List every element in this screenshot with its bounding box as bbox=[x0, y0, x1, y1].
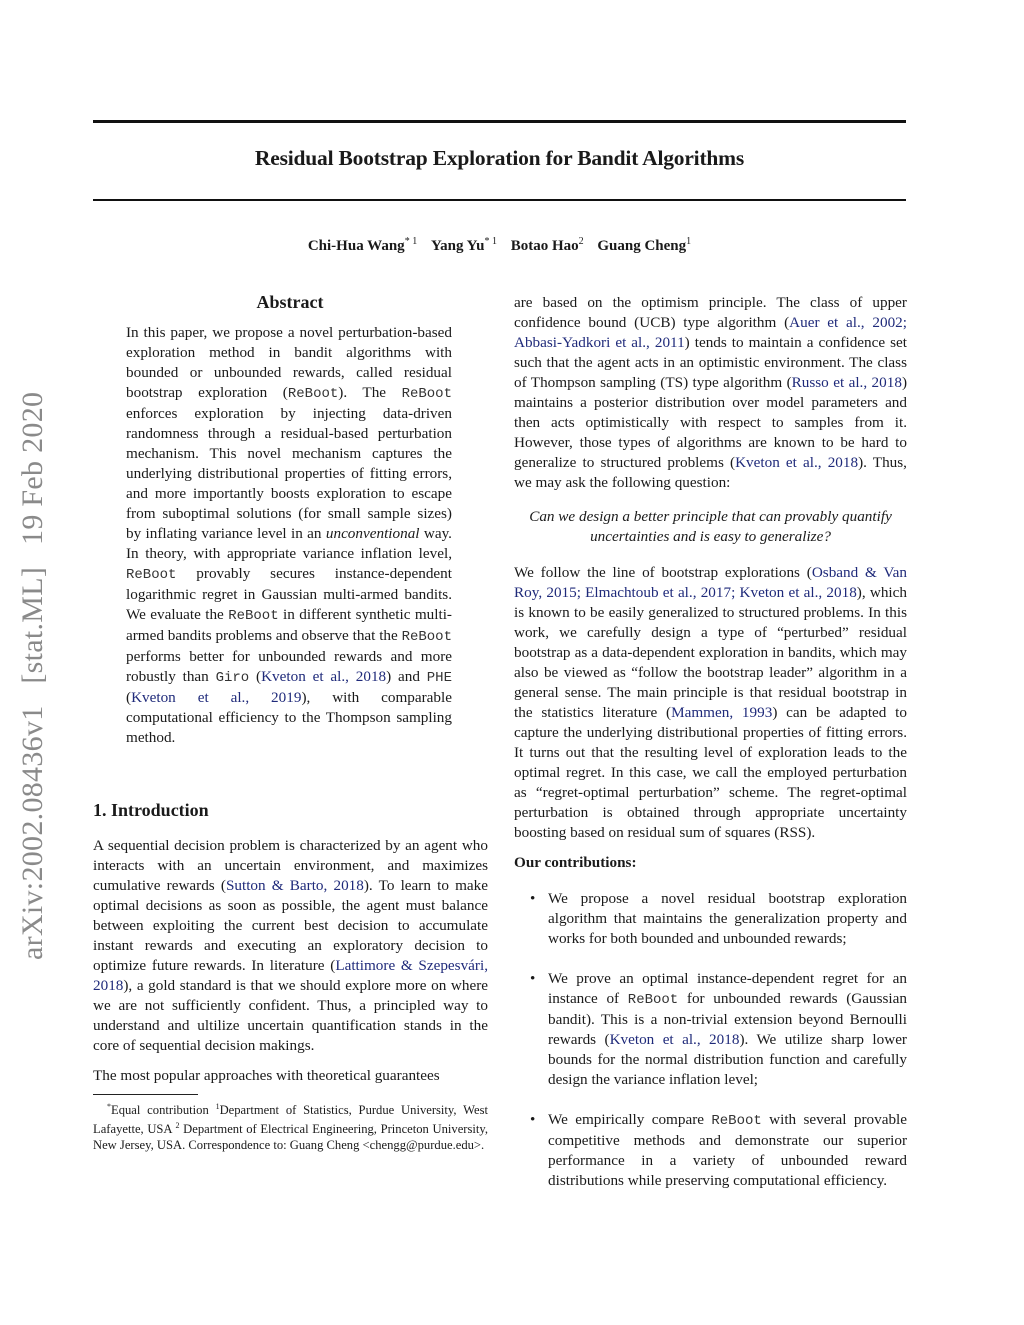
text: ) and bbox=[386, 668, 427, 685]
abstract-body bbox=[126, 323, 452, 748]
author-name: Botao Hao bbox=[510, 238, 579, 254]
citation-link[interactable]: Mammen, 1993 bbox=[671, 704, 773, 721]
right-column-body bbox=[514, 293, 907, 1211]
author-name: Guang Cheng bbox=[597, 238, 687, 254]
text: enforces exploration by injecting data-driven randomness through a residual-based perturbation mechanism. This novel mechanism captures the underlying distributional properties of fitting errors, and more importantly boosts exploration to escape from suboptimal solutions (for small sample sizes) by inflating variance level in an bbox=[126, 405, 452, 542]
author-affiliation-mark: * 1 bbox=[484, 236, 497, 247]
method-name: ReBoot bbox=[228, 608, 279, 624]
text: We follow the line of bootstrap explorations ( bbox=[514, 564, 812, 581]
text: We propose a novel residual bootstrap exploration algorithm that maintains the generalization property and works for both bounded and unbounded rewards; bbox=[548, 890, 907, 947]
author-name: Chi-Hua Wang bbox=[307, 238, 405, 254]
citation-link[interactable]: Kveton et al., 2018 bbox=[735, 454, 859, 471]
text: ) maintains a posterior distribution over model parameters and then acts optimistically with respect to samples from it. However, those types of algorithms are known to be hard to generalize to structured problems ( bbox=[514, 374, 907, 471]
research-question: Can we design a better principle that can provably quantify uncertainties and is easy to generalize? bbox=[529, 508, 892, 545]
text: We empirically compare bbox=[548, 1111, 712, 1128]
paragraph: The most popular approaches with theoretical guarantees bbox=[93, 1067, 440, 1084]
method-name: ReBoot bbox=[627, 992, 679, 1008]
author-list bbox=[93, 236, 906, 255]
text: ). Thus, we may ask the following question: bbox=[514, 454, 907, 491]
text: ). We utilize sharp lower bounds for the normal distribution function and carefully design the variance inflation level; bbox=[548, 1031, 907, 1088]
method-name: ReBoot bbox=[126, 567, 177, 583]
arxiv-date: 19 Feb 2020 bbox=[16, 391, 49, 545]
list-item bbox=[514, 1110, 907, 1191]
emphasis: unconventional bbox=[325, 525, 420, 542]
title-bottom-rule bbox=[93, 199, 906, 201]
author-affiliation-mark: 2 bbox=[578, 236, 584, 247]
method-name: Giro bbox=[215, 670, 250, 686]
method-name: ReBoot bbox=[287, 386, 339, 402]
bullet-icon: • bbox=[530, 1111, 536, 1128]
text: ) can be adapted to capture the underlying distributional properties of fitting errors. It turns out that the resulting level of exploration leads to the optimal regret. In this case, we call the employed perturbation as “regret-optimal perturbation” scheme. The regret-optimal perturbation is obtained through appropriate uncertainty boosting based on residual sum of squares (RSS). bbox=[514, 704, 907, 841]
contributions-list bbox=[514, 889, 907, 1191]
citation-link[interactable]: Russo et al., 2018 bbox=[791, 374, 902, 391]
citation-link[interactable]: Kveton et al., 2018 bbox=[609, 1031, 740, 1048]
text: for unbounded rewards (Gaussian bandit). This is a non-trivial extension beyond Bernoulli rewards ( bbox=[548, 990, 907, 1048]
citation-link[interactable]: Sutton & Barto, 2018 bbox=[225, 877, 364, 894]
text: Department of Electrical Engineering, Princeton University, New Jersey, USA. Correspondence to: Guang Cheng <chengg@purdue.edu>. bbox=[93, 1122, 488, 1153]
text: ), which is known to be easily generalized to structured problems. In this work, we carefully design a type of “perturbed” residual bootstrap as a data-dependent exploration in bandits, which may also be viewed as “follow the bootstrap leader” algorithm in a general sense. The main principle is that residual bootstrap in the statistics literature ( bbox=[514, 584, 907, 721]
text: A sequential decision problem is characterized by an agent who interacts with an uncertain environment, and maximizes cumulative rewards ( bbox=[93, 837, 488, 894]
text: ). To learn to make optimal decisions as soon as possible, the agent must balance between exploiting the current best decision to accumulate instant rewards and executing an exploratory decision to optimize future rewards. In literature ( bbox=[93, 877, 488, 974]
method-name: ReBoot bbox=[711, 1113, 762, 1129]
text: ) tends to maintain a confidence set such that the agent acts in an optimistic environment. The class of Thompson sampling (TS) type algorithm ( bbox=[514, 334, 907, 391]
footnote-mark: * bbox=[107, 1102, 111, 1111]
author bbox=[308, 238, 417, 254]
citation-link[interactable]: Auer et al., 2002; Abbasi-Yadkori et al., 2011 bbox=[514, 314, 907, 351]
text: We prove an optimal instance-dependent regret for an instance of bbox=[548, 970, 907, 1007]
author bbox=[597, 238, 691, 254]
bullet-icon: • bbox=[530, 970, 536, 987]
text: in different synthetic multi-armed bandits problems and observe that the bbox=[126, 606, 452, 644]
author-name: Yang Yu bbox=[430, 238, 485, 254]
method-name: PHE bbox=[426, 670, 452, 686]
arxiv-category: [stat.ML] bbox=[16, 566, 49, 684]
text: ( bbox=[249, 668, 262, 685]
left-column-body bbox=[93, 836, 488, 1096]
text: ). The bbox=[338, 384, 402, 401]
abstract-heading: Abstract bbox=[256, 292, 324, 312]
text: way. In theory, with appropriate variance inflation level, bbox=[126, 525, 452, 562]
text: Equal contribution bbox=[111, 1103, 216, 1118]
arxiv-margin-stamp bbox=[16, 378, 50, 960]
citation-link[interactable]: Kveton et al., 2019 bbox=[131, 689, 302, 706]
text: provably secures instance-dependent logarithmic regret in Gaussian multi-armed bandits. We evaluate the bbox=[126, 565, 452, 623]
section-heading-introduction: 1. Introduction bbox=[93, 800, 209, 820]
method-name: ReBoot bbox=[401, 386, 452, 402]
text: with several provable competitive methods and demonstrate our superior performance in a variety of unbounded reward distributions while preserving computational efficiency. bbox=[548, 1111, 907, 1189]
text: ), with comparable computational efficiency to the Thompson sampling method. bbox=[126, 689, 452, 746]
footnote-mark: 1 bbox=[215, 1102, 220, 1111]
paragraph bbox=[93, 836, 488, 1056]
author-affiliation-mark: * 1 bbox=[404, 236, 418, 247]
citation-link[interactable]: Osband & Van Roy, 2015; Elmachtoub et al., 2017; Kveton et al., 2018 bbox=[514, 564, 907, 601]
footnote-rule bbox=[93, 1094, 198, 1095]
arxiv-id: arXiv:2002.08436v1 bbox=[16, 705, 49, 960]
text: ), a gold standard is that we should explore more on where we are not sufficiently confident. Thus, a principled way to understand and ultilize uncertain quantification stands in the core of sequential decision makings. bbox=[93, 977, 488, 1054]
text: ( bbox=[126, 689, 132, 706]
text: Department of Statistics, Purdue University, West Lafayette, USA bbox=[93, 1103, 488, 1137]
author-affiliation-mark: 1 bbox=[686, 236, 692, 247]
text: performs better for unbounded rewards and more robustly than bbox=[126, 648, 452, 685]
footnote-mark: 2 bbox=[175, 1121, 180, 1131]
method-name: ReBoot bbox=[401, 629, 452, 645]
text: In this paper, we propose a novel perturbation-based exploration method in bandit algorithms with bounded or unbounded rewards, called residual bootstrap exploration ( bbox=[126, 324, 452, 401]
text: are based on the optimism principle. The class of upper confidence bound (UCB) type algorithm ( bbox=[514, 294, 907, 331]
footnote bbox=[93, 1099, 488, 1153]
bullet-icon: • bbox=[530, 890, 536, 907]
title-top-rule bbox=[93, 120, 906, 123]
list-item bbox=[514, 969, 907, 1090]
paper-title: Residual Bootstrap Exploration for Bandit Algorithms bbox=[254, 146, 745, 170]
author bbox=[431, 238, 497, 254]
citation-link[interactable]: Kveton et al., 2018 bbox=[261, 668, 387, 685]
paragraph bbox=[514, 293, 907, 493]
author bbox=[511, 238, 584, 254]
citation-link[interactable]: Lattimore & Szepesvári, 2018 bbox=[93, 957, 488, 994]
list-item bbox=[514, 889, 907, 949]
paragraph bbox=[514, 563, 907, 843]
contributions-heading: Our contributions: bbox=[514, 854, 637, 871]
